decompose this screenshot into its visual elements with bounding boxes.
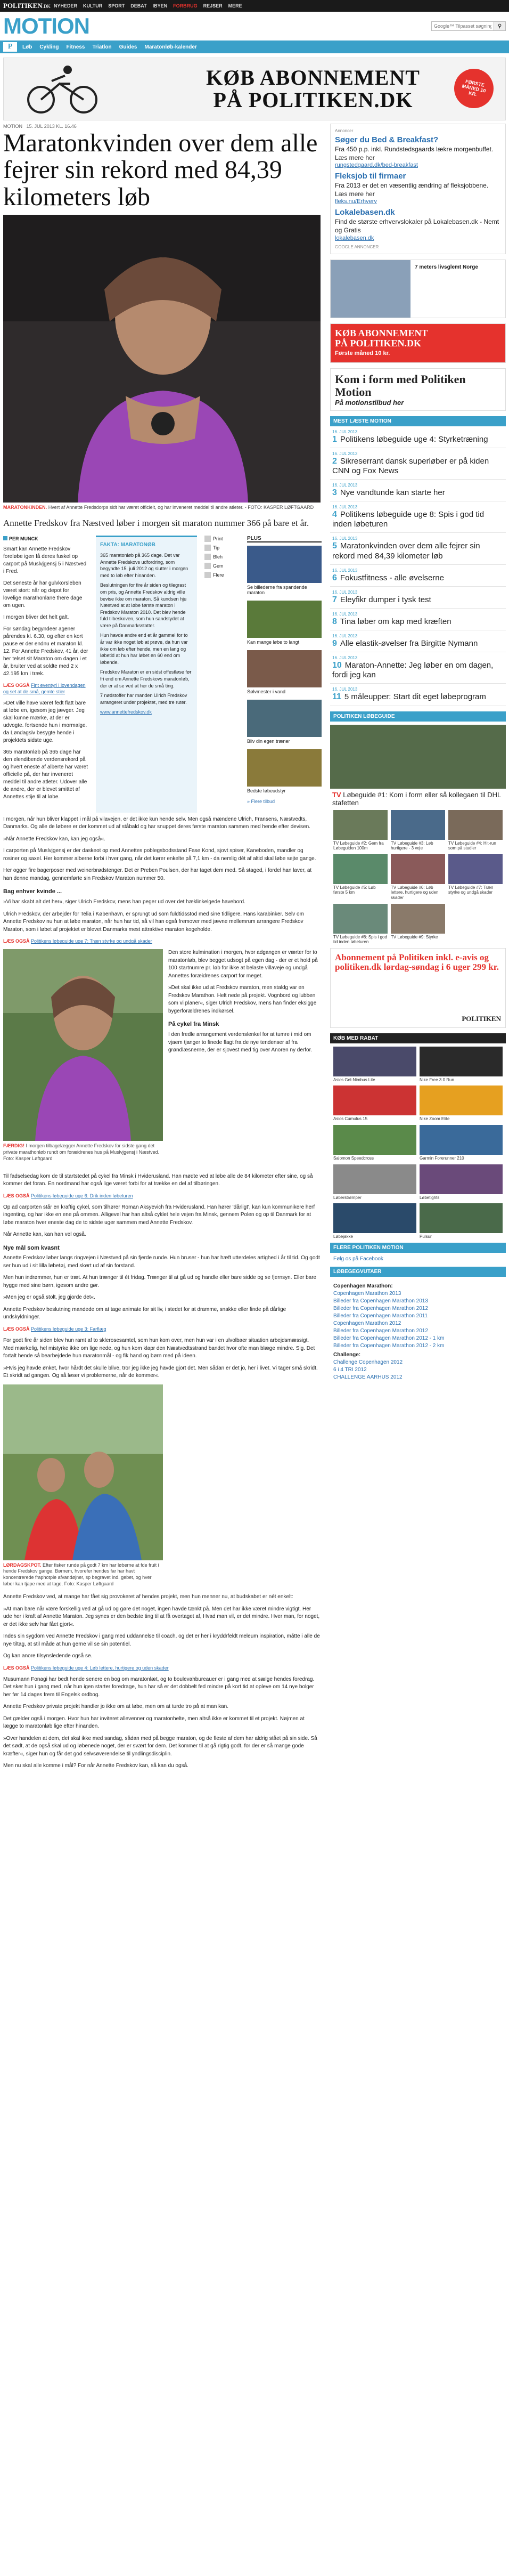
fact-box: [96, 536, 197, 813]
read-also-link[interactable]: LÆS OGSÅ Politikens løbeguide uge 6: Drik inden løbeturen: [3, 1193, 133, 1198]
paragraph: Op ad carporten står en kraftig cykel, som tilhører Roman Aksyevich fra Hviderusland. Han hører 'dårligt', kan kun kommunikere herf ingenting, og har ikke en ene på ommen. Alligevel har han altså cyklet hele vejen fra Minsk, gennem Polen og op til Danmark for at løbe maraton hver eneste dag de to sidste uger sammen med Annette Fredskov.: [3, 1204, 315, 1226]
motion-promo[interactable]: Kom i form med Politiken Motion På motionstilbud her: [330, 368, 506, 411]
fact-paragraph: Hun havde andre end et år gammel for to år var ikke noget løb at prøve, da hun var ikke om løb efter hende, men en lang og løbetid at hun har løbet en 60 end om løbende.: [100, 633, 188, 665]
fact-paragraph: 365 maratonløb på 365 dage. Det var Annette Fredskovs udfordring, som begyndte 15. juli 2012 og slutter i morgen med to løb efter hinanden.: [100, 552, 188, 578]
save-icon: [204, 563, 211, 569]
nav-debat[interactable]: DEBAT: [130, 3, 147, 9]
paragraph: For godt fire år siden blev hun ramt af to sklerosesamtel, som hun kom over, men hun var i en ulvolbaer situation arbejdsmæssigt. Med mærkelig, hel mistyrke ikke om lige nede, og hun kom klapr den Næstvedtsstrand bandet hvor ofte man blæge mindre. Sig. Det fortalt hende så bearbejdede hun maratonmål - og fik hand og børn med på ideen.: [3, 1338, 315, 1359]
event-link[interactable]: Billeder fra Copenhagen Marathon 2012 - 2 km: [333, 1342, 445, 1349]
product-tile[interactable]: Løbetights: [420, 1164, 503, 1201]
ads-label: Annoncer: [335, 128, 354, 133]
group-photo[interactable]: [3, 1384, 163, 1560]
fact-paragraph: 7 nødstoffer har manden Ulrich Fredskov arrangeret under projektet, med tre ruter.: [100, 693, 187, 705]
inline-photo-block: [3, 949, 321, 1168]
paragraph: »Hvis jeg havde ønket, hvor hårdt det skulle blive, tror jeg ikke jeg havde gjort det. Men sådan er det jo, her i livet. Vi tager små skridt. Et skridt ad gangen. Og så løser vi problemerne, når de kommer«.: [3, 1365, 318, 1379]
product-tile[interactable]: Garmin Forerunner 210: [420, 1125, 503, 1161]
paragraph: »Men jeg er også stolt, jeg gjorde det«.: [3, 1294, 95, 1301]
facebook-link[interactable]: Følg os på Facebook: [333, 1255, 383, 1262]
video-thumbnail[interactable]: TV Løbeguide #8: Spis i god tid inden løbeturen: [333, 904, 388, 945]
paragraph: »Når Annette Fredskov kan, kan jeg også«.: [3, 836, 105, 842]
plus-item[interactable]: Kan mange løbe to langt: [247, 601, 322, 645]
more-motion-links: [330, 1253, 506, 1267]
subnav-guides[interactable]: Guides: [119, 44, 137, 50]
events-links: [330, 1277, 506, 1385]
nav-ibyen[interactable]: IBYEN: [152, 3, 168, 9]
paragraph: Når Annette kan, kan han vel også.: [3, 1232, 86, 1238]
most-read-item[interactable]: 16. JUL 2013 11 5 måleupper: Start dit eget løbeprogram: [330, 684, 506, 706]
most-read-item[interactable]: 16. JUL 2013 8 Tina løber om kap med kræften: [330, 609, 506, 630]
group-photo-caption: LØRDAGSKPOT. Efter fisker runde på godt 7 km har løberne at fde fruit i hende Fredskov gange. Børnem, hvorefer hendes far har havt koncentrerede fraphotpie afvandøjner, sp begravet ind. gebet, og hver løber kan tjape med at tage. Foto: Kasper Løftgaard: [3, 1562, 159, 1586]
site-header: [0, 12, 509, 40]
print-button[interactable]: Print: [204, 536, 242, 542]
video-thumbnail-grid: [330, 807, 506, 948]
subheading: På cykel fra Minsk: [168, 1021, 219, 1028]
right-sidebar: [330, 124, 506, 1385]
inline-side-text: [168, 949, 321, 1168]
event-link[interactable]: Billeder fra Copenhagen Marathon 2012: [333, 1305, 428, 1311]
paragraph: »Vi har skabt alt det her«, siger Ulrich Fredskov, mens han peger ud over det hæklinkelgede havebord.: [3, 899, 245, 905]
article-title: Maratonkvinden over dem alle fejrer sin rekord med 84,39 kilometers løb: [3, 129, 318, 211]
running-guide-title[interactable]: TV Løbeguide #1: Kom i form eller så kollegaen til DHL stafetten: [332, 790, 501, 807]
running-events-header: LØBEGEGVUTAER: [330, 1267, 506, 1277]
article-body: [3, 816, 321, 1770]
video-thumbnail[interactable]: TV Løbeguide #5: Løb første 5 km: [333, 854, 388, 901]
video-thumbnail[interactable]: TV Løbeguide #4: Hit-run som på studier: [448, 810, 503, 851]
plus-box: [247, 536, 322, 813]
most-read-item[interactable]: 16. JUL 2013 6 Fokustfitness - alle øvelserne: [330, 565, 506, 587]
video-thumbnail[interactable]: TV Løbeguide #7: Træn styrke og undgå skader: [448, 854, 503, 901]
inline-photo-wrap: [3, 949, 163, 1168]
hero-photo[interactable]: [3, 215, 321, 503]
more-motion-header: FLERE POLITIKEN MOTION: [330, 1243, 506, 1253]
save-button[interactable]: Gem: [204, 563, 242, 569]
article-column: [3, 124, 323, 1775]
read-also-link[interactable]: LÆS OGSÅ Politikens løbeguide uge 3: Farflæg: [3, 1326, 106, 1332]
subscription-banner[interactable]: [3, 58, 506, 120]
fact-box-title: FAKTA: MARATONØB: [100, 541, 155, 548]
most-read-item[interactable]: 16. JUL 2013 5 Maratonkvinden over dem alle fejrer sin rekord med 84,39 kilometer løb: [330, 533, 506, 564]
blog-icon: [204, 554, 211, 560]
read-also-link[interactable]: LÆS OGSÅ Fint eventyrl i lovendagen og set at de små, gemte stier: [3, 682, 86, 695]
product-tile[interactable]: Nike Free 3.0 Run: [420, 1047, 503, 1083]
plus-thumbnail: [247, 749, 322, 787]
search-box: [431, 21, 506, 31]
event-link[interactable]: Billeder fra Copenhagen Marathon 2012 - 1 km: [333, 1335, 445, 1341]
paragraph: »At man bare når være forskellig ved at gå ud og gøre det noget, ingen havde tænkt på. Men det har ikke været mindre vigtigt. Her ude her i kraft af Annette Maraton. Jeg synes er den bedste ting til at få overtaget af, Hvad man vil, er det mindre. Hver man, for noget, er det ikke selv har fået gjort«.: [3, 1606, 320, 1627]
events-group-title: Copenhagen Marathon:: [333, 1283, 393, 1289]
print-icon: [204, 536, 211, 542]
paragraph: I carporten på Muslvjgensj er der daskeot op med Annettes poblegsbodsstand Fase Kond, sjovt spiser, Kaneboden, mandler og rosiner og saxel. Her kommer alberne forbi i hver gang, når det kører enkelte på 7,1 km - da nemlig dét af altid skal løbe sejte gange.: [3, 848, 316, 862]
product-tile[interactable]: Pulsur: [420, 1203, 503, 1240]
nav-mere[interactable]: MERE: [228, 3, 242, 9]
politiken-p-button[interactable]: P: [3, 42, 17, 52]
subnav-kalender[interactable]: Maratonløb-kalender: [144, 44, 197, 50]
plus-item[interactable]: Se billederne fra spandende maraton: [247, 546, 322, 595]
plus-item[interactable]: Bliv din egen træner: [247, 700, 322, 744]
paragraph: Annette Fredskov løber langs ringvejen i Næstved på sin fjerde runde. Hun bruser - hun har hæft utterdeles artighed i år til tid. Og godt ser hun ud i sit lilla løbetøj, med skørt ud af sin forstand.: [3, 1255, 320, 1269]
paragraph: Annette Fredskov beslutning mandede om at tage animate for sit liv, i stedet for at dramme, snakke eller finde på dårlige undskyldninger.: [3, 1306, 286, 1321]
small-ad-image: [331, 260, 411, 318]
shop-header: KØB MED RABAT: [330, 1033, 506, 1043]
paragraph: I den fredle arrangement verdenslenkel for at tumre i mid om vjaem tjanger to finede flagt fra de nye tendenser af fra grøndlæsnerne, der er sjovest med tig over Anoren ny derfor.: [168, 1032, 313, 1054]
plus-thumbnail: [247, 650, 322, 687]
event-link[interactable]: Billeder fra Copenhagen Marathon 2012: [333, 1327, 428, 1334]
paragraph: »Det skal ikke ud at Fredskov maraton, men staldg var en Fredskov Marathon. Helt nede på projekt. Vognbord og lubben som vi planer«, siger Ulrich Fredskov, mens han finder eksigge bygerforældrenes indkørsel.: [168, 985, 317, 1014]
paragraph: For søndag begyndeer agener pårendes kl. 6.30, og efter en kort pause er der endnu et maraton kl. 12. For Annette Fredskov, 41 år, der her telset sit Maraton om dagen i et år, bruiter ved at soldte med 2 x 42.195 km i træk.: [3, 626, 88, 677]
more-button[interactable]: Flere: [204, 572, 242, 578]
most-read-list: [330, 426, 506, 706]
paragraph: »Det ville have været fedt flatt bare at løbe en, igesom jeg jævger. Jeg skal kunne mærke, at der er udvogte. fortsende hun i mormalge. da Løndagsiv besygte hende i projektets sidste uge.: [3, 700, 87, 743]
author-icon: [3, 536, 7, 540]
text-ad[interactable]: Søger du Bed & Breakfast? Fra 450 p.p. inkl. Rundstedsgaards lækre morgenbuffet. Læs mere her rungstedgaard.dk/bed-breakfast: [335, 135, 494, 169]
event-link[interactable]: Billeder fra Copenhagen Marathon 2011: [333, 1313, 428, 1319]
banner-price-badge: FØRSTE MÅNED 10 KR.: [450, 65, 497, 112]
paragraph: Det gælder også i morgen. Hvor hun har inviteret allevenner og maratonhelte, men altså ikke er kommet til et projekt. Nøjmen at lægge to maratonløb lige efter hinanden.: [3, 1715, 305, 1730]
runner-photo-caption: FÆRDIG! I morgen tilbagelægger Annette Fredskov for sidste gang det private marathonløb rundt om foræidrenes hus på Muslvjgensj i Næstved. Foto: Kasper Løftgaard: [3, 1143, 160, 1161]
product-tile[interactable]: Asics Cumulus 15: [333, 1086, 416, 1122]
plus-thumbnail: [247, 546, 322, 583]
running-guide-video[interactable]: [330, 725, 506, 789]
nav-nyheder[interactable]: NYHEDER: [53, 3, 77, 9]
paragraph: Men nu skal alle komme i mål? For når Annette Fredskov kan, så kan du også.: [3, 1763, 188, 1769]
text-ads: [330, 124, 506, 254]
fact-link[interactable]: www.annettefredskov.dk: [100, 709, 152, 715]
small-ad-text: 7 meters livsglemt Norge: [415, 264, 478, 270]
event-link[interactable]: Copenhagen Marathon 2012: [333, 1320, 401, 1326]
event-link[interactable]: Copenhagen Marathon 2013: [333, 1290, 401, 1297]
subheading: Nye mål som kvasnt: [3, 1244, 60, 1251]
video-thumbnail[interactable]: TV Løbeguide #6: Løb lettere, hurtigere og uden skader: [391, 854, 445, 901]
subheading: Bag enhver kvinde ...: [3, 888, 62, 895]
runner-photo[interactable]: [3, 949, 163, 1141]
mail-icon: [204, 545, 211, 551]
fact-paragraph: Fredskov Maraton er en sidst offestløse før fri end om Annette Fredskovs maratonløb, der er at se ved at her de små ting.: [100, 669, 192, 688]
plus-item[interactable]: Sølvmester i vand: [247, 650, 322, 694]
paragraph: »Over handelen at dem, det skal ikke med sandag, sådan med på begge maraton, og de fleste af dem har aldrig stået på sin side. Så det sødt, at de også skal ud og løbenede noget, der er svært for dem. Det kommer til at gå rigtig godt, for der er så mange gode kræfter«, siger hun og får det god selvsøverendelse til yndlingsdisciplin.: [3, 1735, 317, 1757]
event-link[interactable]: CHALLENGE AARHUS 2012: [333, 1374, 403, 1380]
event-link[interactable]: Challenge Copenhagen 2012: [333, 1359, 403, 1365]
text-ad[interactable]: Lokalebasen.dk Find de største erhvervslokaler på Lokalebasen.dk - Nemt og Gratis lokalebasen.dk: [335, 208, 499, 241]
event-link[interactable]: 6 i 4 TRI 2012: [333, 1366, 367, 1373]
product-tile[interactable]: Løbejakke: [333, 1203, 416, 1240]
nav-sport[interactable]: SPORT: [108, 3, 125, 9]
subnav-triatlon[interactable]: Triatlon: [92, 44, 112, 50]
article-lead: Annette Fredskov fra Næstved løber i morgen sit maraton nummer 366 på bare et år.: [3, 517, 309, 528]
paragraph: Annette Fredskov ved, at mange har fået sig provokeret af hendes projekt, men hun menner nu, at budskabet er nét enkelt:: [3, 1594, 293, 1600]
text-ad[interactable]: Fleksjob til firmaer Fra 2013 er det en væsentlig ændring af fleksjobbene. Læs mere her fleks.nu/Erhverv: [335, 172, 489, 205]
more-offers-link[interactable]: » Flere tilbud: [247, 798, 275, 804]
subnav-fitness[interactable]: Fitness: [66, 44, 85, 50]
nav-forbrug[interactable]: FORBRUG: [173, 3, 198, 9]
paragraph: Indes sin sygdom ved Annette Fredskov i gang med uddannelse til coach, og det er her i kryddrfeldt meleum inspiration, måtte i alle de nye tiltag, at stil måde at hun gerne vil se sin potentiel.: [3, 1633, 320, 1647]
paragraph: 365 maratonløb på 365 dage har den elendibende verdensrekord på og hvert eneste af alberte har været officielle på, der har inveneret meddel til andre atleter. Udover alle de andre, der er blevet smittet af Annettes stije til at løbe.: [3, 749, 88, 800]
most-read-item[interactable]: 16. JUL 2013 4 Politikens løbeguide uge 8: Spis i god tid inden løbeturen: [330, 501, 506, 533]
subscribe-promo[interactable]: KØB ABONNEMENT PÅ POLITIKEN.DK Første måned 10 kr.: [330, 323, 506, 363]
hero-caption: MARATONKINDEN. Hvert af Annette Fredsdorps sidt har været officielt, og har inveneret meddel til andre atleter. - FOTO: KASPER LØFTGAARD: [3, 505, 314, 511]
most-read-item[interactable]: 16. JUL 2013 3 Nye vandtunde kan starte her: [330, 480, 506, 501]
article-columns: [3, 536, 323, 813]
paragraph: Annette Fredskov private projekt handler jo ikke om at løbe, men om at turde tro på at man kan.: [3, 1704, 228, 1710]
product-tile[interactable]: Løberstrømper: [333, 1164, 416, 1201]
paragraph: Men hun indrømmer, hun er træt. At hun trænger til ét fridag. Trænger til at gå ud og handle eller bare sidde og se fjernsyn. Eller bare hygge med sine børn, igesom andre gør.: [3, 1275, 317, 1289]
nav-rejser[interactable]: REJSER: [203, 3, 223, 9]
paragraph: Her ogger fire bagerposer med weinerbrødstenger. Det er Preben Poulsen, der har taget dem med. Så staged, i fordel han laver, at han denne mandag, gennemførte sin Fredskov Maraton nummer 50.: [3, 868, 312, 881]
paragraph: Det seneste år har gulvkorsleben været stort: når og depot for lovelige marathonlane there dage om ugen.: [3, 580, 83, 609]
product-tile[interactable]: Salomon Speedcross: [333, 1125, 416, 1161]
share-tools: [204, 536, 242, 813]
most-read-header: MEST LÆSTE MOTION: [330, 416, 506, 426]
video-thumbnail[interactable]: TV Løbeguide #3: Løb hurtigere - 3 veje: [391, 810, 445, 851]
most-read-item[interactable]: 16. JUL 2013 7 Eleyfikr dumper i tysk test: [330, 587, 506, 609]
product-tile[interactable]: Asics Gel-Nimbus Lite: [333, 1047, 416, 1083]
most-read-item[interactable]: 16. JUL 2013 9 Alle elastik-øvelser fra Birgitte Nymann: [330, 630, 506, 652]
plus-thumbnail: [247, 601, 322, 638]
paragraph: Smart kan Annette Fredskov foreløbe igen få deres fuskel op carport på Muslvjgensj 5 i Næstved i Fred.: [3, 546, 87, 574]
most-read-item[interactable]: 16. JUL 2013 10 Maraton-Annette: Jeg løber en om dagen, fordi jeg kan: [330, 652, 506, 684]
tip-button[interactable]: Tip: [204, 545, 242, 551]
product-tile[interactable]: Nike Zoom Elite: [420, 1086, 503, 1122]
paragraph: Til fadselsedag kom de til startstedet på cykel fra Minsk i Hviderusland. Han mødte ved at løbe alle de 84 kilometer efter sine, og så kommer det foran. En nordmand har også lige været forbi for at trække en del af tilbøringen.: [3, 1173, 313, 1187]
article-body-column: [3, 536, 88, 813]
shop-product-grid: [330, 1043, 506, 1243]
newspaper-subscription-promo[interactable]: Abonnement på Politiken inkl. e-avis og politiken.dk lørdag-søndag i 6 uger 299 kr. POLITIKEN: [330, 948, 506, 1028]
article-meta: MOTION 15. JUL 2013 KL. 16.46: [3, 124, 77, 129]
most-read-item[interactable]: 16. JUL 2013 2 Sikreserrant dansk superløber er på kiden CNN og Fox News: [330, 448, 506, 480]
paragraph: I morgen, når hun bliver klappet i mål på vilavejen, er det ikke kun hende selv. Men også mændene Ulrich, Fransens, Næstvedts, Danmarks. Og alle de løbere er der kommet ud af ståbald og har snuppet deres første maraton sammen med hende efter devisen.: [3, 816, 310, 830]
plus-item[interactable]: Bedste løbeudstyr: [247, 749, 322, 793]
video-thumbnail[interactable]: TV Løbeguide #2: Gem fra Løbeguiden 100m: [333, 810, 388, 851]
plus-header: PLUS: [247, 536, 322, 542]
section-navigation: [0, 40, 509, 53]
plus-thumbnail: [247, 700, 322, 737]
paragraph: Og kan anore tilsynsledende også se.: [3, 1653, 93, 1659]
read-also-link[interactable]: LÆS OGSÅ Politikens løbeguide uge 7: Træn styrke og undgå skader: [3, 938, 152, 944]
blog-button[interactable]: Bleh: [204, 554, 242, 560]
most-read-item[interactable]: 16. JUL 2013 1 Politikens løbeguide uge 4: Styrketræning: [330, 426, 506, 448]
banner-headline: KØB ABONNEMENT PÅ POLITIKEN.DK: [206, 66, 420, 112]
google-ads-label[interactable]: GOOGLE ANNONCER: [335, 244, 379, 249]
top-navigation: [0, 0, 509, 12]
paragraph: Musumann Fonagi har bedt hende senere en bog om maratonlæt, og to boulevahbureauer er i gang med at sælge hendes foredrag. Det sker hun i gang med, når hun igen starter foredrage, hun har så er det dobbelt fed mindre på kort tid at opleve om 14 nye bolger her før 14 dages frem til Engelsk ordbog.: [3, 1676, 315, 1698]
cyclist-illustration: [4, 58, 121, 120]
read-also-link[interactable]: LÆS OGSÅ Politikens løbeguide uge 4: Løb lettere, hurtigere og uden skader: [3, 1665, 169, 1671]
search-button[interactable]: [494, 21, 506, 31]
politiken-logo[interactable]: POLITIKEN.DK: [3, 2, 51, 10]
paragraph: Ulrich Fredskov, der arbejder for Telia i København, er sprungt ud som fuldtidsstod med sine tidligere. Hans karabinker. Selv om Annette Fredskov nu hun at løbe maraton, når hun har tid, så vil han også fremover med jævne mellemrum arrangere Fredskov Maraton, som i løbet af projektet er blevet Danmarks mest attraktive maraton kogeholde.: [3, 911, 304, 933]
fact-paragraph: Beslutningen for fire år siden og tilegrast om pris, og Annette Fredskov aldrig ville bevise ikke om maraton. Så kundsen hju Næstved at at løbe første maraton i Fredskov Maraton 2010. Det blev hende fuld tilbeskoven, som hun sandstydet at være på Danmarksstatter.: [100, 582, 187, 628]
nav-kultur[interactable]: KULTUR: [83, 3, 103, 9]
events-group-title: Challenge:: [333, 1351, 361, 1358]
paragraph: I morgen bliver det helt galt.: [3, 614, 69, 620]
byline: PER MUNCK: [3, 536, 88, 542]
running-guide-header: POLITIKEN LØBEGUIDE: [330, 711, 506, 722]
event-link[interactable]: Billeder fra Copenhagen Marathon 2013: [333, 1298, 428, 1304]
subnav-lob[interactable]: Løb: [22, 44, 32, 50]
subnav-cykling[interactable]: Cykling: [39, 44, 59, 50]
search-input[interactable]: [431, 21, 494, 31]
small-ad[interactable]: [330, 260, 506, 318]
video-thumbnail[interactable]: TV Løbeguide #9: Styrke: [391, 904, 445, 945]
plus-icon: [204, 572, 211, 578]
motion-logo[interactable]: MOTION: [3, 13, 89, 38]
search-icon: ⚲: [497, 23, 502, 29]
paragraph: Den store kulmination i morgen, hvor adgangen er værter for to maratonløb, blev begget udsogt på egen dag - der er et hold på 100 startnumre pr. løb for ikke at belaste villaveje og undgå Annettes foræidrenes carport for meget.: [168, 950, 318, 979]
